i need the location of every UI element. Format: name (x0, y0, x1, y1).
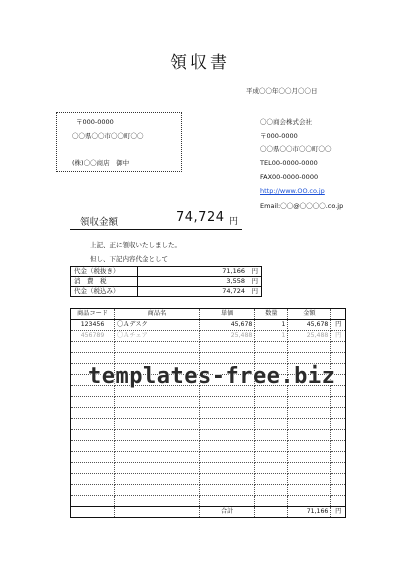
amount-yen: 円 (229, 217, 239, 227)
item-name: 〇Ａチェア (115, 331, 200, 342)
empty-cell (331, 452, 346, 463)
empty-cell (199, 408, 254, 419)
empty-cell (288, 430, 331, 441)
empty-cell (199, 397, 254, 408)
empty-cell (71, 430, 115, 441)
empty-cell (71, 463, 115, 474)
total-value: 71,166 (288, 507, 331, 518)
empty-cell (199, 496, 254, 507)
amount-value: 74,724 (176, 210, 225, 225)
empty-row (71, 485, 346, 496)
tax-row-label: 代金（税抜き） (71, 267, 138, 277)
empty-cell (288, 419, 331, 430)
empty-cell (255, 485, 288, 496)
empty-cell (115, 430, 200, 441)
total-spacer (71, 507, 115, 518)
item-name: 〇Ａデスク (115, 320, 200, 331)
empty-cell (255, 342, 288, 353)
empty-cell (331, 441, 346, 452)
empty-cell (199, 463, 254, 474)
item-yen: 円 (331, 331, 346, 342)
empty-cell (115, 441, 200, 452)
empty-row (71, 496, 346, 507)
receipt-purpose-note: 但し、下記内容代金として (90, 255, 168, 263)
receipt-note: 上記、正に領収いたしました。 (90, 241, 181, 249)
empty-cell (115, 397, 200, 408)
issuer-company: 〇〇商会株式会社 (260, 118, 312, 126)
header-code: 商品コード (71, 309, 115, 320)
empty-cell (199, 342, 254, 353)
empty-cell (331, 474, 346, 485)
empty-cell (115, 474, 200, 485)
empty-cell (71, 441, 115, 452)
items-table (70, 308, 346, 518)
empty-cell (288, 408, 331, 419)
empty-cell (331, 419, 346, 430)
empty-cell (71, 353, 115, 364)
empty-cell (115, 353, 200, 364)
tax-row-value: 71,166 円 (138, 267, 262, 277)
empty-cell (331, 353, 346, 364)
item-yen: 円 (331, 320, 346, 331)
empty-cell (199, 353, 254, 364)
watermark-logo: templates-free.biz (88, 364, 336, 389)
empty-cell (255, 430, 288, 441)
empty-cell (199, 485, 254, 496)
table-row (71, 320, 346, 331)
empty-cell (199, 452, 254, 463)
empty-row (71, 353, 346, 364)
empty-cell (115, 485, 200, 496)
header-unit-price: 単価 (199, 309, 254, 320)
tax-row (71, 277, 262, 287)
empty-cell (255, 408, 288, 419)
item-quantity: 1 (255, 320, 288, 331)
empty-cell (115, 408, 200, 419)
recipient-address: 〇〇県〇〇市〇〇町〇〇 (72, 132, 144, 140)
empty-cell (255, 452, 288, 463)
issuer-address: 〇〇県〇〇市〇〇町〇〇 (260, 145, 332, 153)
header-quantity: 数量 (255, 309, 288, 320)
empty-cell (71, 496, 115, 507)
tax-summary-table (70, 266, 262, 297)
issue-date: 平成〇〇年〇〇月〇〇日 (246, 87, 318, 95)
empty-cell (288, 397, 331, 408)
items-header-row (71, 309, 346, 320)
empty-cell (331, 463, 346, 474)
document-title: 領収書 (170, 53, 230, 73)
empty-row (71, 452, 346, 463)
empty-row (71, 408, 346, 419)
empty-cell (199, 430, 254, 441)
empty-cell (71, 397, 115, 408)
issuer-fax: FAX00-0000-0000 (260, 173, 319, 181)
empty-cell (71, 474, 115, 485)
empty-row (71, 463, 346, 474)
empty-cell (199, 419, 254, 430)
header-unit (331, 309, 346, 320)
amount-underline (70, 229, 242, 230)
issuer-email: Email:〇〇@〇〇〇〇.co.jp (260, 202, 344, 210)
tax-row (71, 287, 262, 297)
empty-cell (255, 419, 288, 430)
empty-cell (288, 353, 331, 364)
empty-cell (71, 485, 115, 496)
tax-row-value: 3,558 円 (138, 277, 262, 287)
tax-row (71, 267, 262, 277)
amount-label: 領収金額 (80, 217, 119, 228)
empty-cell (255, 397, 288, 408)
empty-cell (115, 342, 200, 353)
empty-cell (288, 496, 331, 507)
empty-cell (71, 408, 115, 419)
recipient-postal: 〒000-0000 (76, 118, 114, 126)
empty-row (71, 430, 346, 441)
empty-cell (331, 408, 346, 419)
empty-cell (255, 441, 288, 452)
empty-row (71, 419, 346, 430)
empty-cell (288, 485, 331, 496)
header-name: 商品名 (115, 309, 200, 320)
recipient-name: (株)〇〇商店 御中 (72, 159, 130, 167)
item-code: 123456 (71, 320, 115, 331)
total-yen: 円 (331, 507, 346, 518)
empty-cell (71, 342, 115, 353)
empty-cell (288, 474, 331, 485)
total-row (71, 507, 346, 518)
empty-cell (71, 452, 115, 463)
empty-cell (288, 342, 331, 353)
item-quantity: 1 (255, 331, 288, 342)
empty-cell (115, 463, 200, 474)
item-unit-price: 45,678 (199, 320, 254, 331)
empty-cell (199, 441, 254, 452)
empty-row (71, 441, 346, 452)
empty-cell (255, 353, 288, 364)
issuer-postal: 〒000-0000 (260, 132, 298, 140)
total-spacer (255, 507, 288, 518)
tax-row-label: 消 費 税 (71, 277, 138, 287)
empty-cell (288, 452, 331, 463)
tax-row-value: 74,724 円 (138, 287, 262, 297)
empty-cell (199, 474, 254, 485)
issuer-url-link[interactable]: http://www.OO.co.jp (260, 187, 325, 195)
empty-cell (288, 441, 331, 452)
item-amount: 25,488 (288, 331, 331, 342)
empty-row (71, 397, 346, 408)
item-code: 456789 (71, 331, 115, 342)
empty-cell (331, 397, 346, 408)
total-spacer (115, 507, 200, 518)
empty-cell (255, 463, 288, 474)
empty-cell (115, 452, 200, 463)
empty-cell (115, 419, 200, 430)
item-unit-price: 25,488 (199, 331, 254, 342)
empty-cell (288, 463, 331, 474)
empty-row (71, 474, 346, 485)
empty-cell (331, 496, 346, 507)
issuer-tel: TEL00-0000-0000 (260, 159, 318, 167)
empty-cell (331, 485, 346, 496)
empty-cell (331, 430, 346, 441)
empty-cell (71, 419, 115, 430)
header-amount: 金額 (288, 309, 331, 320)
empty-cell (255, 474, 288, 485)
total-label: 合計 (199, 507, 254, 518)
item-amount: 45,678 (288, 320, 331, 331)
empty-cell (331, 342, 346, 353)
table-row (71, 331, 346, 342)
empty-cell (115, 496, 200, 507)
empty-row (71, 342, 346, 353)
empty-cell (255, 496, 288, 507)
tax-row-label: 代金（税込み） (71, 287, 138, 297)
